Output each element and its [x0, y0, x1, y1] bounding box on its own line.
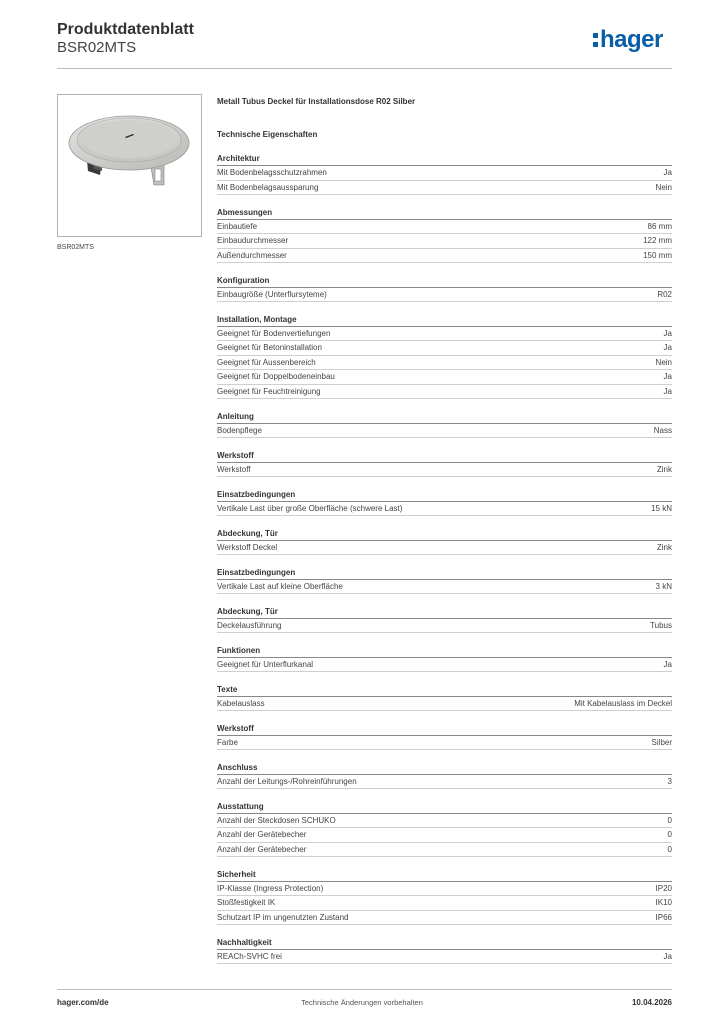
property-row [217, 370, 672, 385]
property-label: Anzahl der Steckdosen SCHUKO [217, 815, 336, 825]
property-section [217, 936, 672, 965]
property-section [217, 206, 672, 264]
property-row [217, 814, 672, 829]
property-section [217, 152, 672, 195]
property-label: Anzahl der Leitungs-/Rohreinführungen [217, 776, 357, 786]
property-section [217, 761, 672, 790]
property-row [217, 424, 672, 439]
section-heading: Abmessungen [217, 206, 672, 220]
footer-website[interactable]: hager.com/de [57, 998, 109, 1007]
section-heading: Anschluss [217, 761, 672, 775]
section-heading: Texte [217, 683, 672, 697]
property-label: Geeignet für Bodenvertiefungen [217, 328, 331, 338]
property-label: Geeignet für Aussenbereich [217, 357, 316, 367]
datasheet-content [217, 96, 672, 975]
property-value: 86 mm [647, 221, 672, 231]
property-section [217, 410, 672, 439]
property-row [217, 697, 672, 712]
tech-heading: Technische Eigenschaften [217, 130, 318, 139]
property-label: Einbautiefe [217, 221, 258, 231]
image-caption: BSR02MTS [57, 244, 94, 251]
section-heading: Werkstoff [217, 722, 672, 736]
product-title: Metall Tubus Deckel für Installationsdose R02 Silber [217, 97, 416, 106]
section-heading: Ausstattung [217, 800, 672, 814]
property-value: 0 [667, 815, 672, 825]
property-value: 150 mm [643, 250, 672, 260]
property-row [217, 580, 672, 595]
property-label: Farbe [217, 737, 238, 747]
property-row [217, 385, 672, 400]
logo-text: hager [600, 26, 663, 53]
property-row [217, 327, 672, 342]
property-value: Ja [663, 386, 672, 396]
property-value: Ja [663, 328, 672, 338]
hager-logo [593, 28, 663, 52]
property-section [217, 722, 672, 751]
property-label: Werkstoff Deckel [217, 542, 278, 552]
property-section [217, 488, 672, 517]
property-row [217, 619, 672, 634]
property-value: Nein [655, 182, 672, 192]
property-row [217, 463, 672, 478]
property-value: IP66 [655, 912, 672, 922]
property-row [217, 911, 672, 926]
property-label: Mit Bodenbelagsaussparung [217, 182, 319, 192]
property-section [217, 868, 672, 926]
property-value: Ja [663, 372, 672, 381]
property-row [217, 775, 672, 790]
section-heading: Installation, Montage [217, 313, 672, 327]
property-label: Werkstoff [217, 464, 251, 474]
property-row [217, 828, 672, 843]
section-heading: Abdeckung, Tür [217, 527, 672, 541]
property-value: Tubus [650, 620, 672, 630]
property-row [217, 896, 672, 911]
property-row [217, 843, 672, 858]
property-label: Einbaugröße (Unterflursyteme) [217, 289, 327, 299]
property-value: Nein [655, 357, 672, 367]
property-section [217, 527, 672, 556]
property-row [217, 541, 672, 556]
property-label: Geeignet für Unterflurkanal [217, 659, 314, 669]
property-value: 3 kN [655, 581, 672, 591]
section-heading: Sicherheit [217, 868, 672, 882]
property-label: Vertikale Last auf kleine Oberfläche [217, 581, 343, 591]
section-heading: Nachhaltigkeit [217, 936, 672, 950]
property-section [217, 800, 672, 858]
property-section [217, 683, 672, 712]
property-row [217, 341, 672, 356]
property-row [217, 249, 672, 264]
property-label: Deckelausführung [217, 620, 282, 630]
property-section [217, 274, 672, 303]
property-label: REACh-SVHC frei [217, 951, 282, 961]
section-heading: Werkstoff [217, 449, 672, 463]
property-section [217, 644, 672, 673]
property-row [217, 288, 672, 303]
footer-note: Technische Änderungen vorbehalten [301, 998, 423, 1007]
property-row [217, 736, 672, 751]
property-value: 15 kN [651, 503, 672, 513]
property-value: IP20 [655, 883, 672, 893]
property-value: 0 [667, 830, 672, 839]
property-row [217, 658, 672, 673]
property-value: Nass [653, 425, 672, 435]
footer-date: 10.04.2026 [631, 998, 672, 1007]
section-heading: Einsatzbedingungen [217, 566, 672, 580]
property-label: Vertikale Last über große Oberfläche (schwere Last) [217, 503, 403, 513]
header-divider [57, 68, 672, 69]
property-label: Schutzart IP im ungenutzten Zustand [217, 912, 349, 922]
section-heading: Einsatzbedingungen [217, 488, 672, 502]
property-row [217, 220, 672, 235]
property-label: Kabelauslass [217, 698, 265, 708]
section-heading: Konfiguration [217, 274, 672, 288]
property-label: Geeignet für Feuchtreinigung [217, 386, 321, 396]
property-label: IP-Klasse (Ingress Protection) [217, 883, 324, 893]
property-label: Mit Bodenbelagsschutzrahmen [217, 168, 327, 177]
property-row [217, 181, 672, 196]
property-label: Geeignet für Betoninstallation [217, 343, 322, 352]
page-title: Produktdatenblatt [57, 21, 194, 38]
property-value: 0 [667, 844, 672, 854]
section-heading: Anleitung [217, 410, 672, 424]
product-image [57, 94, 202, 237]
property-value: Mit Kabelauslass im Deckel [574, 698, 672, 708]
product-code: BSR02MTS [57, 39, 137, 56]
property-section [217, 449, 672, 478]
footer-divider [57, 989, 672, 990]
section-heading: Abdeckung, Tür [217, 605, 672, 619]
property-row [217, 166, 672, 181]
property-section [217, 313, 672, 400]
property-value: Zink [656, 464, 672, 474]
property-value: Ja [663, 168, 672, 177]
property-row [217, 502, 672, 517]
property-value: Silber [651, 737, 672, 747]
property-label: Anzahl der Gerätebecher [217, 844, 307, 854]
property-value: Ja [663, 659, 672, 669]
property-label: Außendurchmesser [217, 250, 287, 260]
property-value: IK10 [655, 898, 672, 907]
property-section [217, 605, 672, 634]
property-label: Anzahl der Gerätebecher [217, 830, 307, 839]
property-row [217, 356, 672, 371]
property-row [217, 234, 672, 249]
property-label: Stoßfestigkeit IK [217, 898, 276, 907]
property-value: Ja [663, 343, 672, 352]
property-value: Zink [656, 542, 672, 552]
property-label: Geeignet für Doppelbodeneinbau [217, 372, 335, 381]
property-row [217, 950, 672, 965]
property-section [217, 566, 672, 595]
property-value: 3 [667, 776, 672, 786]
property-row [217, 882, 672, 897]
floor-box-cover-icon [58, 95, 201, 236]
property-value: 122 mm [643, 236, 672, 245]
section-heading: Architektur [217, 152, 672, 166]
property-value: R02 [657, 289, 672, 299]
section-heading: Funktionen [217, 644, 672, 658]
property-label: Bodenpflege [217, 425, 262, 435]
logo-colon-icon [593, 29, 598, 51]
property-label: Einbaudurchmesser [217, 236, 289, 245]
property-value: Ja [663, 951, 672, 961]
property-sections [217, 152, 672, 964]
